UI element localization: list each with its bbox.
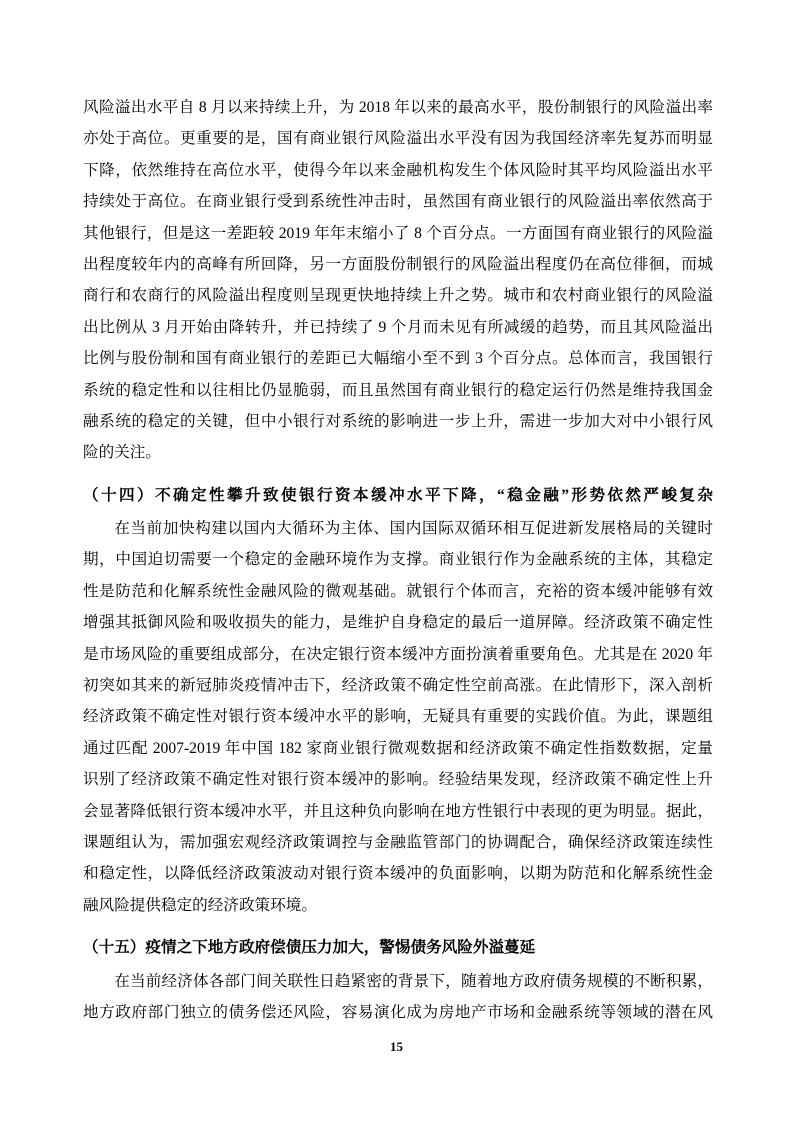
paragraph-line: 在当前经济体各部门间关联性日趋紧密的背景下，随着地方政府债务规模的不断积累， (114, 972, 713, 990)
paragraph-line: 风险溢出水平自 8 月以来持续上升，为 2018 年以来的最高水平，股份制银行的风险溢出率 (83, 99, 713, 116)
paragraph-line: 增强其抵御风险和吸收损失的能力，是维护自身稳定的最后一道屏障。经济政策不确定性 (83, 614, 713, 632)
page-body (83, 92, 713, 1028)
body-paragraph-1 (83, 92, 713, 469)
paragraph-line: 会显著降低银行资本缓冲水平，并且这种负向影响在地方性银行中表现的更为明显。据此， (83, 802, 713, 820)
paragraph-line: 性是防范和化解系统性金融风险的微观基础。就银行个体而言，充裕的资本缓冲能够有效 (83, 582, 713, 600)
paragraph-line: 出比例从 3 月开始由降转升，并已持续了 9 个月而未见有所减缓的趋势，而且其风险溢出 (83, 318, 713, 336)
body-paragraph-2 (83, 513, 713, 921)
paragraph-line: 亦处于高位。更重要的是，国有商业银行风险溢出水平没有因为我国经济率先复苏而明显 (83, 130, 713, 148)
section-heading-14: （十四）不确定性攀升致使银行资本缓冲水平下降，“稳金融”形势依然严峻复杂 (83, 486, 713, 504)
paragraph-line: 险的关注。 (83, 444, 161, 462)
paragraph-line: 初突如其来的新冠肺炎疫情冲击下，经济政策不确定性空前高涨。在此情形下，深入剖析 (83, 677, 713, 695)
paragraph-line: 下降，依然维持在高位水平，使得今年以来金融机构发生个体风险时其平均风险溢出水平 (83, 161, 713, 179)
paragraph-line: 通过匹配 2007-2019 年中国 182 家商业银行微观数据和经济政策不确定性指数数据，定量 (83, 739, 713, 757)
paragraph-line: 融系统的稳定的关键，但中小银行对系统的影响进一步上升，需进一步加大对中小银行风 (83, 412, 713, 430)
paragraph-line: 期，中国迫切需要一个稳定的金融环境作为支撑。商业银行作为金融系统的主体，其稳定 (83, 551, 713, 569)
paragraph-line: 地方政府部门独立的债务偿还风险，容易演化成为房地产市场和金融系统等领域的潜在风 (83, 1003, 713, 1021)
paragraph-line: 商行和农商行的风险溢出程度则呈现更快地持续上升之势。城市和农村商业银行的风险溢 (83, 287, 713, 305)
paragraph-line: 比例与股份制和国有商业银行的差距已大幅缩小至不到 3 个百分点。总体而言，我国银行 (83, 350, 713, 368)
paragraph-line: 经济政策不确定性对银行资本缓冲水平的影响，无疑具有重要的实践价值。为此，课题组 (83, 708, 713, 726)
section-heading-15: （十五）疫情之下地方政府偿债压力加大，警惕债务风险外溢蔓延 (83, 939, 536, 957)
paragraph-line: 课题组认为，需加强宏观经济政策调控与金融监管部门的协调配合，确保经济政策连续性 (83, 833, 713, 851)
paragraph-line: 融风险提供稳定的经济政策环境。 (83, 896, 317, 914)
paragraph-line: 系统的稳定性和以往相比仍显脆弱，而且虽然国有商业银行的稳定运行仍然是维持我国金 (83, 381, 713, 399)
paragraph-line: 和稳定性，以降低经济政策波动对银行资本缓冲的负面影响，以期为防范和化解系统性金 (83, 865, 713, 883)
paragraph-line: 是市场风险的重要组成部分，在决定银行资本缓冲方面扮演着重要角色。尤其是在 2020 年 (83, 645, 713, 663)
body-paragraph-3 (83, 966, 713, 1029)
paragraph-line: 在当前加快构建以国内大循环为主体、国内国际双循环相互促进新发展格局的关键时 (114, 520, 713, 538)
paragraph-line: 其他银行，但是这一差距较 2019 年年末缩小了 8 个百分点。一方面国有商业银行的风险溢 (83, 224, 713, 242)
paragraph-line: 识别了经济政策不确定性对银行资本缓冲的影响。经验结果发现，经济政策不确定性上升 (83, 771, 713, 789)
paragraph-line: 持续处于高位。在商业银行受到系统性冲击时，虽然国有商业银行的风险溢出率依然高于 (83, 193, 713, 211)
page-number: 15 (390, 1039, 403, 1054)
paragraph-line: 出程度较年内的高峰有所回降，另一方面股份制银行的风险溢出程度仍在高位徘徊，而城 (83, 255, 713, 273)
